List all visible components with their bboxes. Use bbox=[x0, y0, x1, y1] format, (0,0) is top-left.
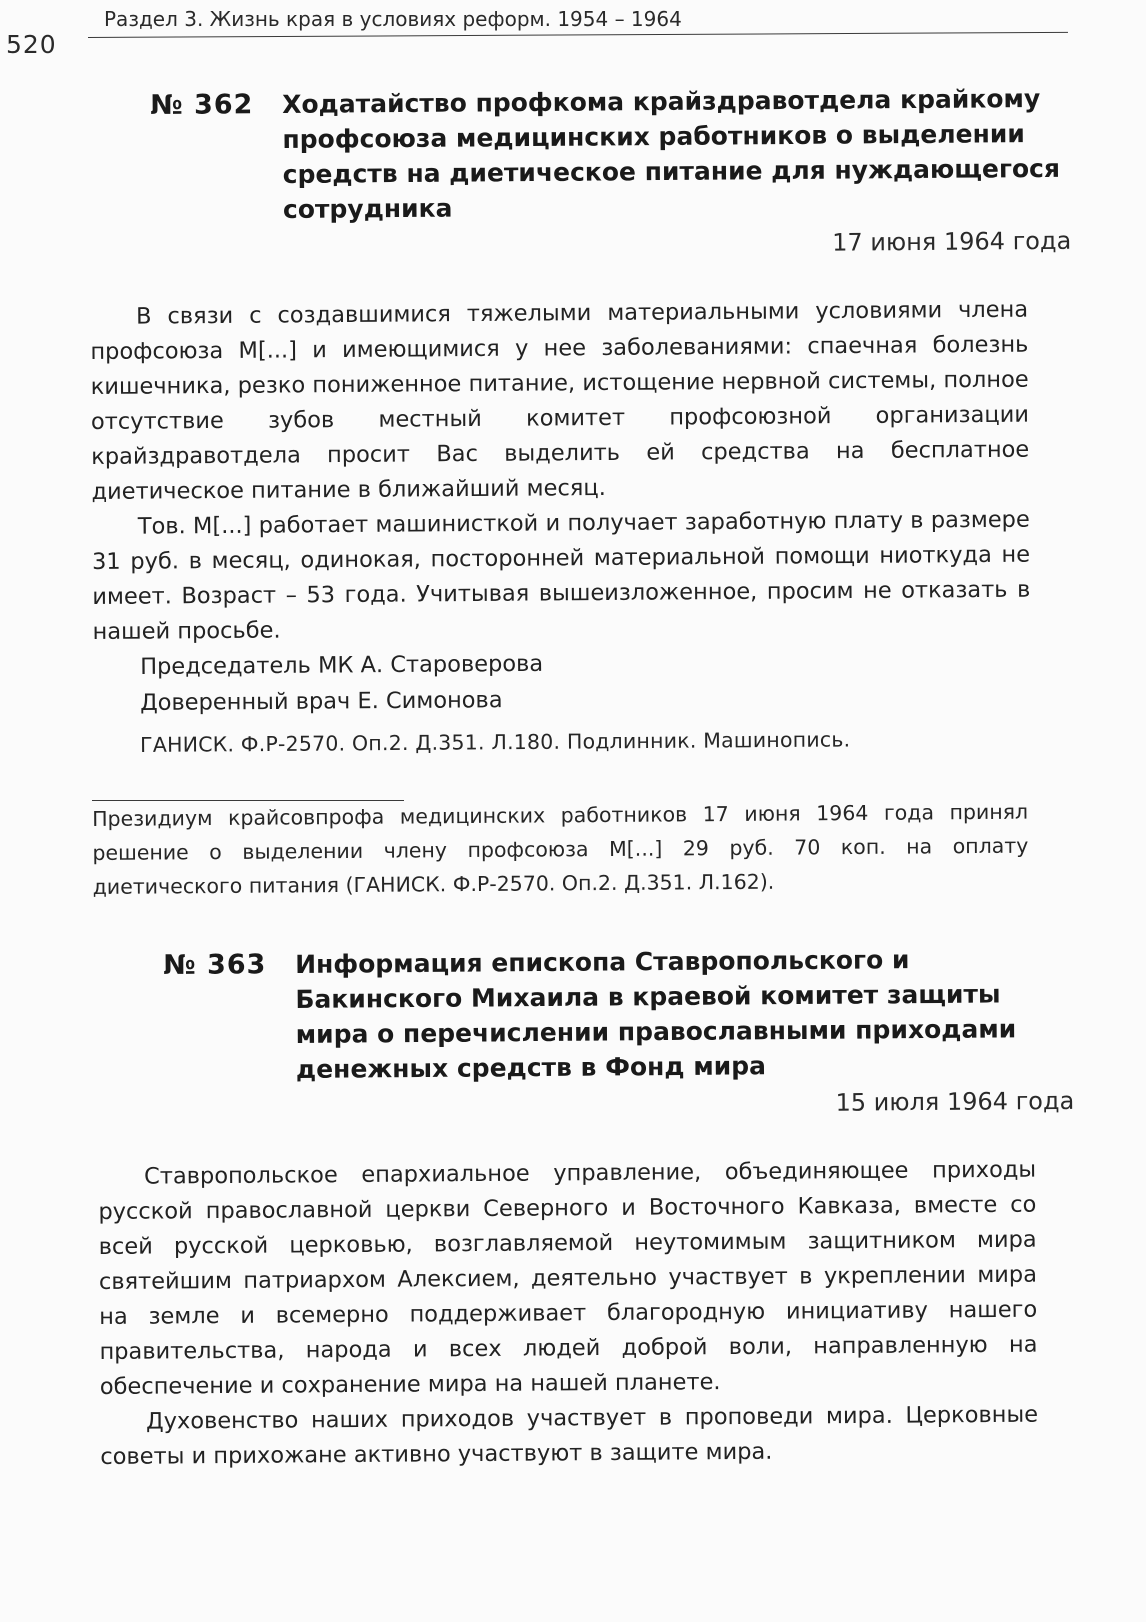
document-363-heading bbox=[163, 941, 1074, 1088]
document-362-footnote: Президиум крайсовпрофа медицинских работников 17 июня 1964 года принял решение о выделении члену профсоюза М[...] 29 руб. 70 коп. на оплату диетического питания (ГАНИСК. Ф.Р-2570. Оп.2. Д.351. Л.162). bbox=[92, 799, 1029, 899]
header-divider bbox=[88, 32, 1068, 38]
document-362-heading bbox=[150, 81, 1071, 228]
document-363-body bbox=[98, 1153, 1038, 1475]
document-362-number: № 362 bbox=[150, 89, 254, 121]
document-363-date: 15 июля 1964 года bbox=[835, 1086, 1075, 1117]
document-363-paragraph-2: Духовенство наших приходов участвует в проповеди мира. Церковные советы и прихожане активно участвуют в защите мира. bbox=[100, 1401, 1039, 1470]
document-362-paragraph-1: В связи с создавшимися тяжелыми материальными условиями члена профсоюза М[...] и имеющимися у нее заболеваниями: спаечная болезнь кишечника, резко пониженное питание, истощение нервной системы, полное отсутствие зубов местный комитет профсоюзной организации крайздравотдела просит Вас выделить ей средства на бесплатное диетическое питание в ближайший месяц. bbox=[90, 296, 1030, 505]
document-362-signature-chair: Председатель МК А. Староверова bbox=[140, 650, 544, 680]
document-362-header bbox=[150, 81, 1071, 262]
document-362-body bbox=[90, 293, 1031, 650]
document-362-title: Ходатайство профкома крайздравотдела крайкому профсоюза медицинских работников о выделении средств на диетическое питание для нуждающегося сотрудника bbox=[282, 84, 1061, 224]
document-363-paragraph-1: Ставропольское епархиальное управление, объединяющее приходы русской православной церкви Северного и Восточного Кавказа, вместе со всей русской церковью, возглавляемой неутомимым защитником мира святейшим патриархом Алексием, деятельно участвует в укреплении мира на земле и всемерно поддерживает благородную инициативу нашего правительства, народа и всех людей доброй воли, направленную на обеспечение и сохранение мира на нашей планете. bbox=[98, 1156, 1038, 1400]
document-362-date: 17 июня 1964 года bbox=[832, 226, 1072, 257]
document-363-number: № 363 bbox=[163, 949, 267, 981]
document-363-header bbox=[163, 941, 1074, 1122]
document-363-title: Информация епископа Ставропольского и Бакинского Михаила в краевой комитет защиты мира о перечислении православными приходами денежных средств в Фонд мира bbox=[295, 945, 1017, 1084]
document-362-archive-reference: ГАНИСК. Ф.Р-2570. Оп.2. Д.351. Л.180. Подлинник. Машинопись. bbox=[140, 727, 851, 757]
document-362-signature-doctor: Доверенный врач Е. Симонова bbox=[140, 687, 503, 716]
page-number: 520 bbox=[6, 30, 57, 59]
document-362-paragraph-2: Тов. М[...] работает машинисткой и получает заработную плату в размере 31 руб. в месяц, одинокая, посторонней материальной помощи ниоткуда не имеет. Возраст – 53 года. Учитывая вышеизложенное, просим не отказать в нашей просьбе. bbox=[91, 506, 1031, 645]
running-head: Раздел 3. Жизнь края в условиях реформ. 1954 – 1964 bbox=[104, 7, 682, 31]
